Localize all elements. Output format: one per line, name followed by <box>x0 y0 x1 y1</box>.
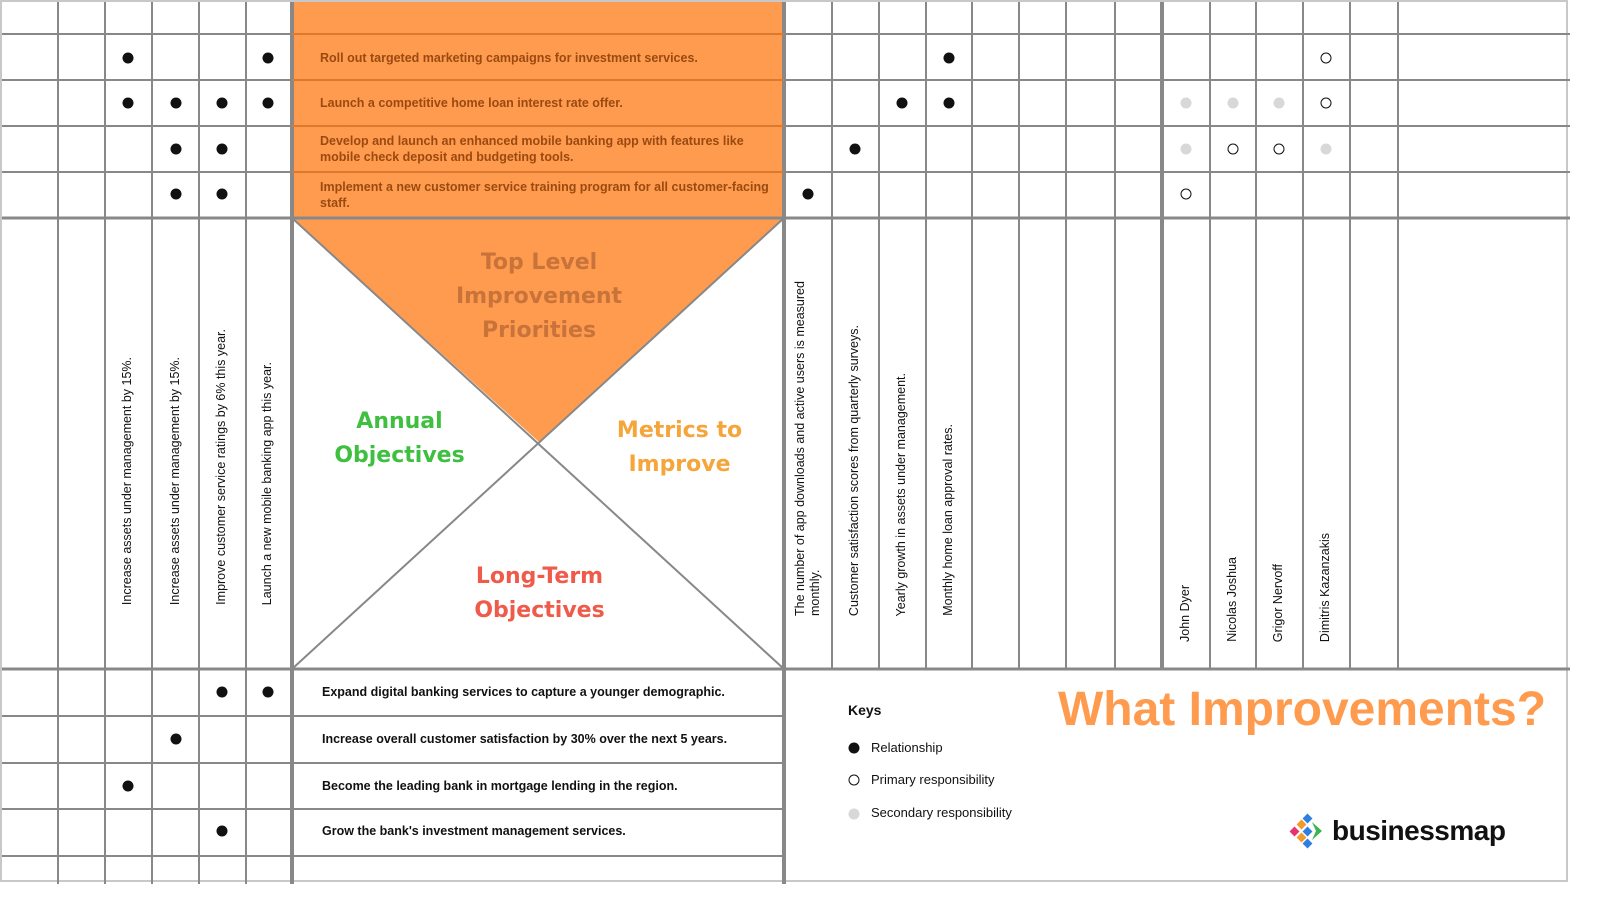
metric-label: Yearly growth in assets under management. <box>894 372 908 616</box>
primary-responsibility-dot <box>1321 98 1332 109</box>
relationship-dot <box>217 144 228 155</box>
secondary-responsibility-dot <box>1321 144 1332 155</box>
relationship-dot <box>123 781 134 792</box>
brand-logo <box>1288 812 1505 850</box>
key-secondary: Secondary responsibility <box>871 805 1012 820</box>
secondary-responsibility-dot <box>1228 98 1239 109</box>
metric-label: Monthly home loan approval rates. <box>941 424 955 616</box>
person-label: Dimitris Kazanzakis <box>1318 532 1332 642</box>
improvement-text: Implement a new customer service training program for all customer-facing staff. <box>320 180 769 210</box>
person-label: Nicolas Joshua <box>1225 557 1239 642</box>
relationship-dot <box>123 53 134 64</box>
key-primary-icon <box>849 775 860 786</box>
title: What Improvements? <box>1057 683 1547 736</box>
improvement-text: Roll out targeted marketing campaigns for investment services. <box>320 51 698 65</box>
relationship-dot <box>803 189 814 200</box>
key-relationship-icon <box>849 743 860 754</box>
improvement-text: Launch a competitive home loan interest rate offer. <box>320 96 623 110</box>
long-term-objective: Increase overall customer satisfaction by 30% over the next 5 years. <box>322 732 728 746</box>
businessmap-logo-icon <box>1288 812 1326 850</box>
relationship-dot <box>217 189 228 200</box>
long-term-objective: Expand digital banking services to capture a younger demographic. <box>322 685 725 699</box>
primary-responsibility-dot <box>1274 144 1285 155</box>
grid-lines <box>2 2 1570 884</box>
annual-objective-label: Increase assets under management by 15%. <box>168 356 182 605</box>
secondary-responsibility-dot <box>1181 98 1192 109</box>
relationship-dot <box>263 687 274 698</box>
long-term-objective: Grow the bank's investment management services. <box>322 824 626 838</box>
long-term-objective: Become the leading bank in mortgage lending in the region. <box>322 779 678 793</box>
brand-name: businessmap <box>1332 815 1506 846</box>
secondary-responsibility-dot <box>1274 98 1285 109</box>
relationship-dot <box>944 98 955 109</box>
relationship-dot <box>171 734 182 745</box>
relationship-dot <box>171 189 182 200</box>
relationship-dot <box>897 98 908 109</box>
key-relationship: Relationship <box>871 740 943 755</box>
metric-label: The number of app downloads and active users is measured monthly. <box>793 281 822 616</box>
primary-responsibility-dot <box>1321 53 1332 64</box>
relationship-dot <box>263 53 274 64</box>
person-label: Grigor Nervoff <box>1271 563 1285 642</box>
primary-responsibility-dot <box>1228 144 1239 155</box>
relationship-dot <box>944 53 955 64</box>
annual-objective-label: Increase assets under management by 15%. <box>120 356 134 605</box>
relationship-dot <box>171 144 182 155</box>
section-top: Top Level Improvement Priorities <box>455 250 623 343</box>
secondary-responsibility-dot <box>1181 144 1192 155</box>
improvement-text: Develop and launch an enhanced mobile banking app with features like mobile check deposit and budgeting tools. <box>320 134 744 164</box>
relationship-dot <box>217 98 228 109</box>
section-right: Metrics to Improve <box>616 418 743 477</box>
section-left: Annual Objectives <box>334 409 465 468</box>
relationship-dot <box>123 98 134 109</box>
key-secondary-icon <box>849 809 860 820</box>
keys-title: Keys <box>848 702 882 718</box>
annual-objective-label: Improve customer service ratings by 6% this year. <box>214 329 228 605</box>
primary-responsibility-dot <box>1181 189 1192 200</box>
relationship-dot <box>850 144 861 155</box>
person-label: John Dyer <box>1178 585 1192 642</box>
relationship-dot <box>217 687 228 698</box>
metric-label: Customer satisfaction scores from quarterly surveys. <box>847 324 861 616</box>
section-bottom: Long-Term Objectives <box>474 564 605 623</box>
relationship-dot <box>171 98 182 109</box>
annual-objective-label: Launch a new mobile banking app this year. <box>260 361 274 605</box>
key-primary: Primary responsibility <box>871 772 995 787</box>
relationship-dot <box>217 826 228 837</box>
relationship-dot <box>263 98 274 109</box>
